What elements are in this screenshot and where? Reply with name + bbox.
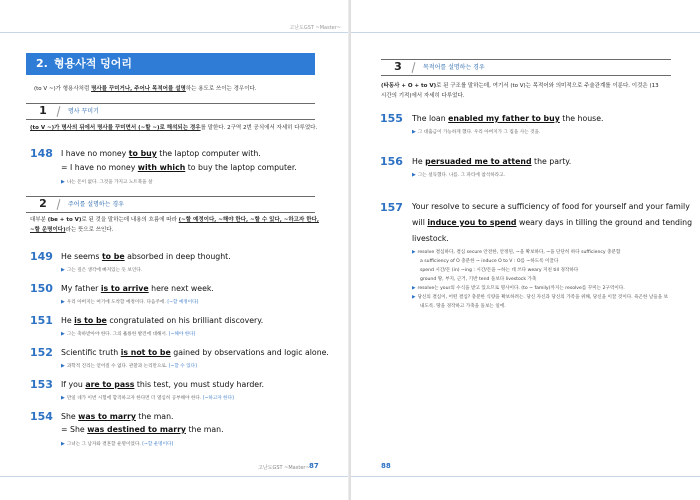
vocabulary-notes: ▶ resolve 결심하다, 결심 secure 안전한, 안정된, ~을 확보하다, ~을 단단히 하다 sufficiency 충분함 a sufficiency of O 충분한 ~ induce O to V : O를 ~하도록 이끌다 spend 시간/돈 (in) ~ing : 시간/돈을 ~하는 데 쓰다 weary 지친 till 경작하다 ground 땅, 부지, 근거, 기반 tend 돌보다 livestock 가축 ▶ resolve는 your의 수식을 받고 있으므로 명사이다. (to ~ family)까지는 resolve를 꾸미는 2구역이다. ▶ 당신의 결심이, 어떤 결심? 충분한 식량을 확보하려는. 당신 자신과 당신의 가족을 위해, 당신을 이끌 것이다. 욕곤한 날들을 보 내도록. 땅을 경작하고 가축을 돌보는 일에. (412, 250, 669, 309)
triangle-bullet-icon: ▶ (61, 267, 65, 273)
example-sentence: = I have no money with which to buy the laptop computer. (61, 163, 297, 172)
subsection-2-heading (26, 196, 315, 213)
example-number: 148 (30, 147, 53, 160)
running-footer: 고난도GST ~Master~ (258, 465, 310, 471)
example-sentence: I have no money to buy the laptop computer with. (61, 149, 261, 158)
section-banner (26, 53, 315, 75)
triangle-bullet-icon: ▶ (412, 286, 416, 291)
example-translation: ▶ 그 대출금이 가능하게 했다. 우리 아버지가 그 집을 사는 것을. (412, 129, 541, 135)
example-sentence: He is to be congratulated on his brilliant discovery. (61, 316, 264, 325)
subsection-title: 명사 꾸미기 (68, 108, 99, 115)
subsection-number: 1 (39, 104, 47, 117)
example-sentence: He seems to be absorbed in deep thought. (61, 252, 231, 261)
example-number: 153 (30, 378, 53, 391)
example-translation: ▶ 그녀는 그 남자와 결혼할 운명이었다. [~할 운명이다] (61, 441, 174, 447)
subsection-1-heading (26, 103, 315, 120)
triangle-bullet-icon: ▶ (61, 441, 65, 447)
footer-rule (0, 476, 349, 477)
subsection-title: 목적어를 설명하는 경우 (423, 64, 485, 71)
example-sentence: Scientific truth is not to be gained by observations and logic alone. (61, 348, 329, 357)
triangle-bullet-icon: ▶ (61, 299, 65, 305)
subsection-3-heading (381, 59, 671, 76)
subsection-1-desc: (to V ~)가 명사의 뒤에서 명사를 꾸미면서 (~할 ~)로 해석되는 경우를 말한다. 2구역 2번 공식에서 자세히 다루었다. (30, 125, 318, 131)
example-sentence: = She was destined to marry the man. (61, 425, 224, 434)
example-translation: ▶ 그는 축하받아야 한다. 그의 훌륭한 발견에 대해서. [~해야 한다] (61, 331, 196, 337)
left-page (0, 0, 349, 500)
example-sentence: She was to marry the man. (61, 412, 174, 421)
triangle-bullet-icon: ▶ (61, 395, 65, 401)
example-sentence: My father is to arrive here next week. (61, 284, 214, 293)
example-number: 151 (30, 314, 53, 327)
subsection-number: 2 (39, 197, 47, 210)
right-page (351, 0, 700, 500)
example-sentence: Your resolve to secure a sufficiency of food for yourself and your family will induce you to spend weary days in tilling the ground and tending livestock. (412, 202, 693, 243)
header-rule (0, 32, 349, 33)
example-translation: ▶ 우리 아버지는 여기에 도착할 예정이다. 다음주에. [~할 예정이다] (61, 299, 199, 305)
footer-rule (351, 476, 700, 477)
triangle-bullet-icon: ▶ (61, 331, 65, 337)
header-rule (351, 32, 700, 33)
example-number: 152 (30, 346, 53, 359)
running-header: 고난도GST ~Master~ (289, 25, 341, 31)
example-sentence: The loan enabled my father to buy the house. (412, 114, 604, 123)
example-number: 155 (380, 112, 403, 125)
triangle-bullet-icon: ▶ (61, 179, 65, 185)
subsection-number: 3 (394, 60, 402, 73)
triangle-bullet-icon: ▶ (412, 250, 416, 255)
page-number: 87 (309, 462, 319, 470)
example-translation: ▶ 그는 깊은 생각에 빠져있는 듯 보인다. (61, 267, 143, 273)
example-translation: ▶ 만일 네가 이번 시험에 합격하고자 한다면 더 열심히 공부해야 한다. [~하고자 한다] (61, 395, 234, 401)
triangle-bullet-icon: ▶ (412, 129, 416, 135)
section-title: 형용사적 덩어리 (53, 57, 133, 70)
section-intro: (to V ~)가 형용사처럼 명사를 꾸미거나, 주어나 목적어를 설명하는 용도로 쓰이는 경우이다. (34, 86, 257, 92)
triangle-bullet-icon: ▶ (412, 295, 416, 300)
example-number: 150 (30, 282, 53, 295)
page-number: 88 (381, 462, 391, 470)
example-sentence: He persuaded me to attend the party. (412, 157, 572, 166)
example-translation: ▶ 나는 돈이 없다. 그것을 가지고 노트북을 살 (61, 179, 153, 185)
example-number: 156 (380, 155, 403, 168)
example-translation: ▶ 그는 설득했다. 나를. 그 파티에 참석하라고. (412, 172, 505, 178)
example-sentence: If you are to pass this test, you must study harder. (61, 380, 265, 389)
triangle-bullet-icon: ▶ (412, 172, 416, 178)
subsection-2-desc: 대부분 (be + to V)로 된 것을 말하는데 내용의 흐름에 따라 (~할 예정이다, ~해야 한다, ~할 수 있다, ~하고자 한다, ~할 운명이다)라는 뜻으로 쓰인다. (30, 217, 319, 233)
section-number: 2. (36, 57, 48, 70)
subsection-3-desc: (타동사 + O + to V)로 된 구조를 말하는데, 여기서 (to V)는 목적어와 의미적으로 주술관계를 이룬다. 이것은 (13 시간의 기적)에서 자세히 다루었다. (381, 83, 659, 99)
example-number: 157 (380, 201, 403, 214)
example-translation: ▶ 과학적 진리는 얻어질 수 없다. 관찰과 논리만으로. [~할 수 있다] (61, 363, 197, 369)
example-number: 149 (30, 250, 53, 263)
example-number: 154 (30, 410, 53, 423)
subsection-title: 주어를 설명하는 경우 (68, 201, 124, 208)
triangle-bullet-icon: ▶ (61, 363, 65, 369)
